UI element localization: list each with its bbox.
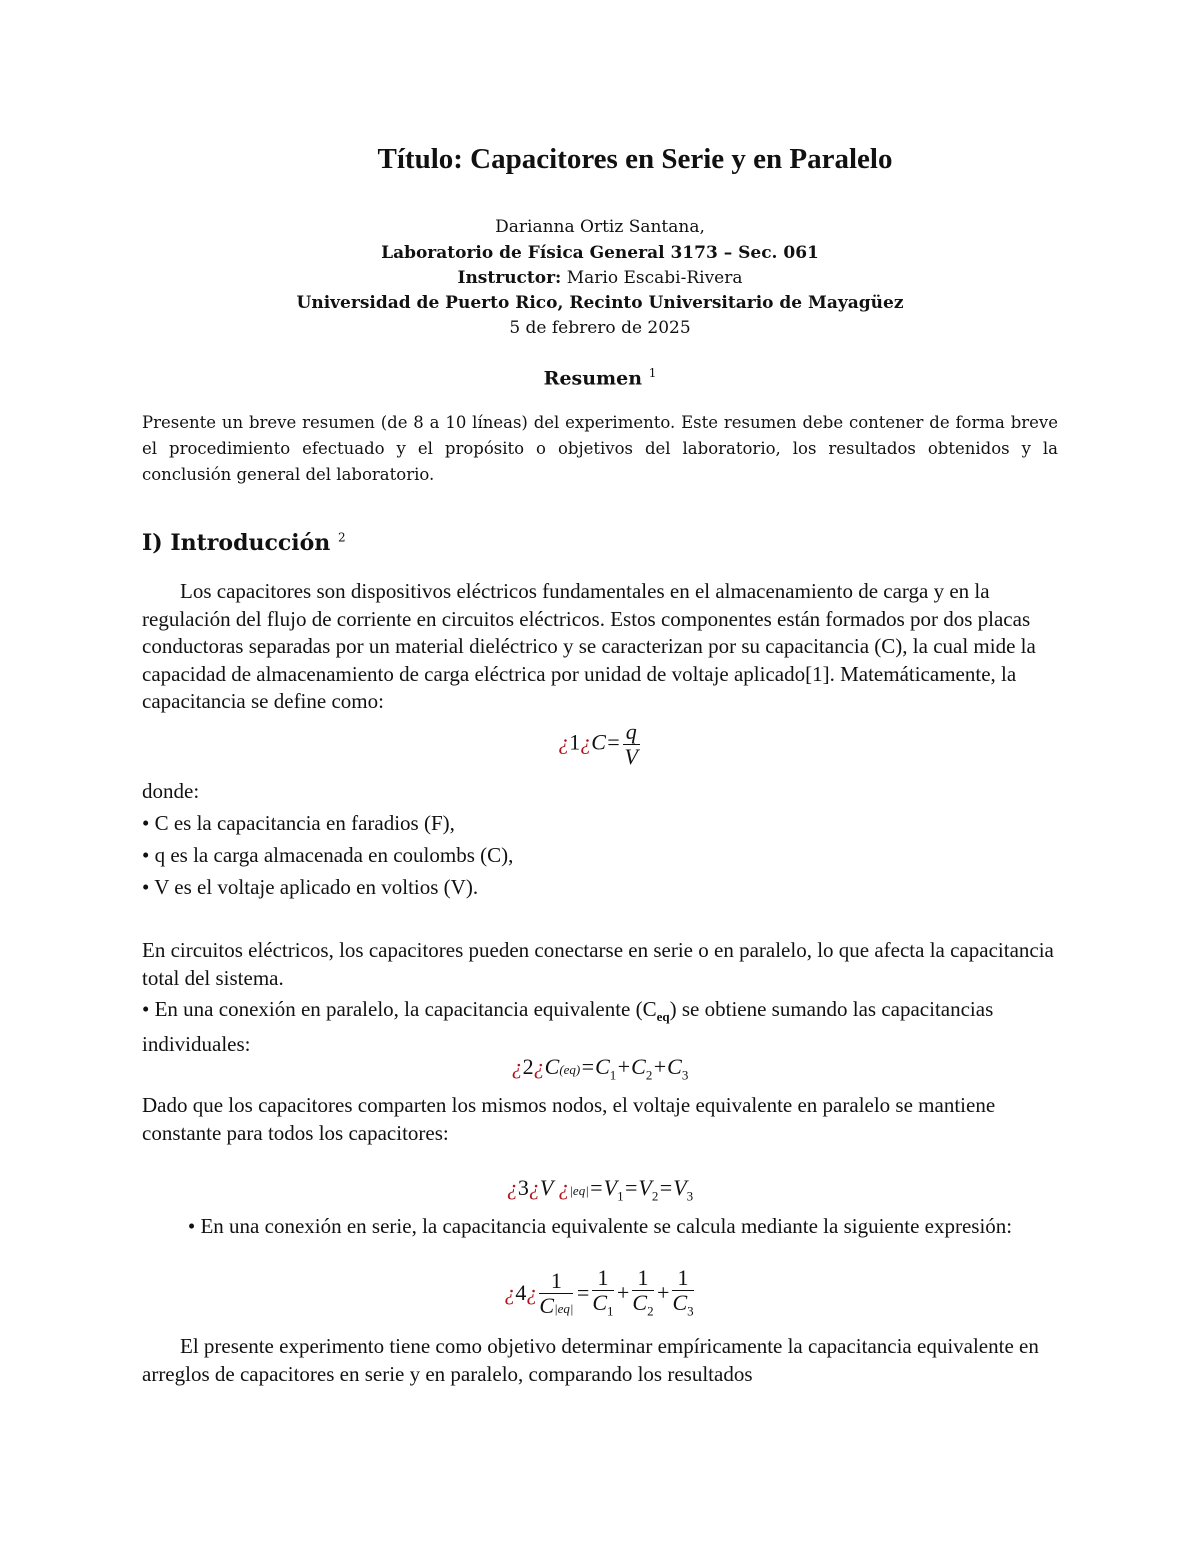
page-title: Título: Capacitores en Serie y en Paralelo: [377, 143, 893, 175]
p3-subscript: eq: [656, 1009, 670, 1025]
instructor-line: [0, 268, 1200, 288]
date-line: 5 de febrero de 2025: [509, 318, 691, 338]
resumen-heading: [0, 366, 1200, 389]
eq4-body: $\frac{1}{C|eq|}$ = $\frac{1}{C_1}$ + $\frac{1}{C_2}$ + $\frac{1}{C_3}$: [539, 1265, 694, 1319]
footnote-ref-2: 2: [337, 530, 346, 545]
intro-paragraph-5: • En una conexión en serie, la capacitancia equivalente se calcula mediante la siguiente expresión:: [187, 1214, 1013, 1238]
eq3-number: 3: [517, 1175, 529, 1200]
p3-text-a: • En una conexión en paralelo, la capacitancia equivalente (: [142, 997, 643, 1021]
eq4-marker: ¿: [504, 1279, 516, 1305]
intro-paragraph-1: Los capacitores son dispositivos eléctricos fundamentales en el almacenamiento de carga y en la regulación del flujo de corriente en circuitos eléctricos. Estos componentes están formados por dos placas conductoras separadas por un material dieléctrico y se caracterizan por su capacitancia (C), la cual mide la capacidad de almacenamiento de carga eléctrica por unidad de voltaje aplicado[1]. Matemáticamente, la capacitancia se define como:: [142, 579, 1036, 713]
bullet-c: • C es la capacitancia en faradios (F),: [142, 811, 455, 835]
instructor-label: Instructor:: [457, 268, 562, 288]
eq1-numerator: q: [623, 720, 640, 745]
intro-paragraph-6: El presente experimento tiene como objetivo determinar empíricamente la capacitancia equivalente en arreglos de capacitores en serie y en paralelo, comparando los resultados: [142, 1334, 1039, 1386]
eq1-marker: ¿: [558, 729, 570, 755]
eq4-marker-b: ¿: [526, 1279, 538, 1305]
footnote-ref-1: 1: [648, 366, 657, 380]
equation-2: [0, 1054, 1200, 1083]
eq2-marker: ¿: [511, 1054, 523, 1079]
course-line: Laboratorio de Física General 3173 – Sec. 061: [381, 243, 819, 263]
university-line: Universidad de Puerto Rico, Recinto Universitario de Mayagüez: [296, 293, 904, 313]
eq1-lhs: C=: [591, 729, 621, 755]
donde-label: donde:: [142, 779, 200, 803]
p3-text-b: ) se obtiene sumando las capacitancias individuales:: [142, 997, 994, 1056]
p3-symbol: C: [642, 997, 657, 1021]
resumen-text: Presente un breve resumen (de 8 a 10 líneas) del experimento. Este resumen debe contener de forma breve el procedimiento efectuado y el propósito o objetivos del laboratorio, los resultados obtenidos y la conclusión general del laboratorio.: [142, 413, 1058, 484]
bullet-q: • q es la carga almacenada en coulombs (C),: [142, 843, 514, 867]
intro-paragraph-4: Dado que los capacitores comparten los mismos nodos, el voltaje equivalente en paralelo se mantiene constante para todos los capacitores:: [142, 1093, 996, 1145]
eq3-marker-b: ¿: [528, 1175, 540, 1200]
bullet-v: • V es el voltaje aplicado en voltios (V).: [142, 875, 479, 899]
eq1-fraction: [623, 720, 640, 769]
eq3-body: V ¿$|eq|=V_1=V_2=V_3$: [539, 1175, 694, 1204]
equation-4: [0, 1266, 1200, 1323]
eq2-number: 2: [522, 1054, 534, 1079]
equation-3: [0, 1175, 1200, 1204]
eq4-number: 4: [515, 1279, 527, 1305]
eq1-number: 1: [569, 729, 581, 755]
intro-heading: [142, 530, 346, 556]
eq1-marker-b: ¿: [580, 729, 592, 755]
intro-paragraph-2: En circuitos eléctricos, los capacitores pueden conectarse en serie o en paralelo, lo que afecta la capacitancia total del sistema.: [142, 938, 1054, 990]
eq1-denominator: V: [624, 744, 638, 769]
resumen-heading-text: Resumen: [543, 367, 643, 390]
intro-paragraph-3: [142, 996, 1062, 1058]
eq2-marker-b: ¿: [533, 1054, 545, 1079]
intro-heading-text: I) Introducción: [142, 530, 331, 556]
eq2-body: $C(eq)=C_1+C_2+C_3$: [544, 1054, 689, 1083]
instructor-name: Mario Escabi-Rivera: [566, 268, 743, 288]
eq3-marker: ¿: [506, 1175, 518, 1200]
author-name: Darianna Ortiz Santana,: [495, 217, 705, 237]
equation-1: [0, 720, 1200, 769]
